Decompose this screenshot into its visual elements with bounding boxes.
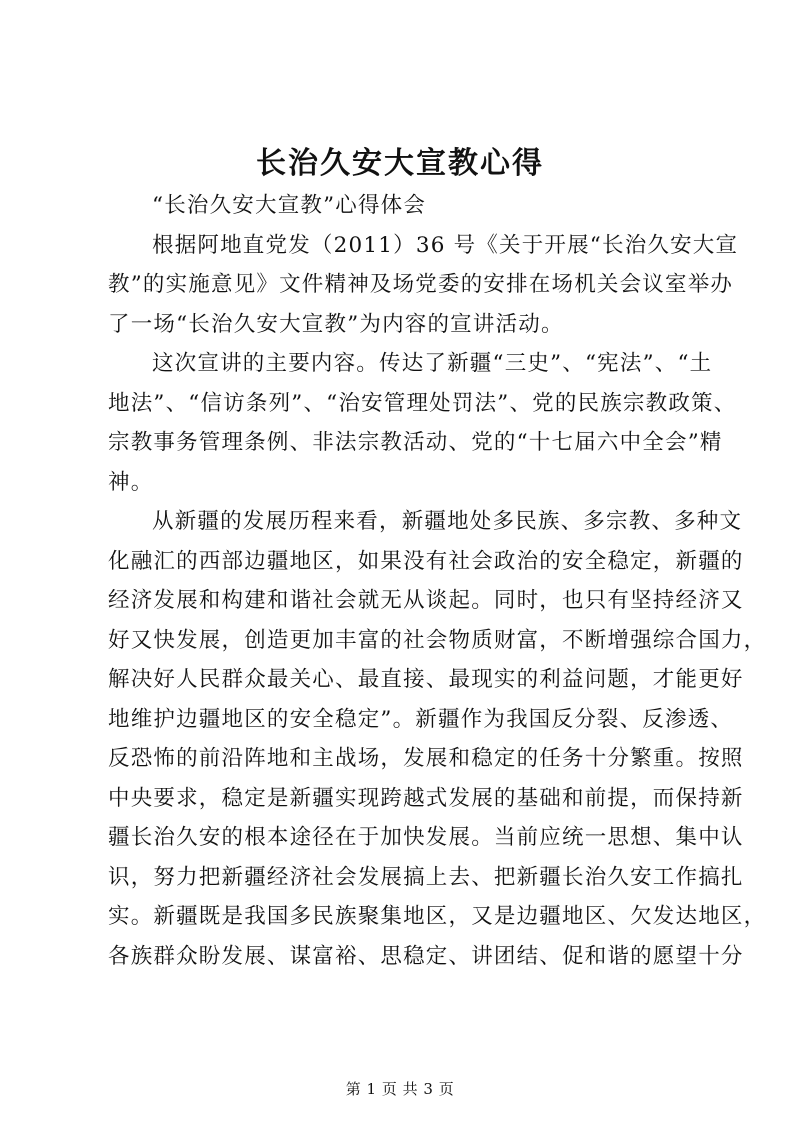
text-line: 根据阿地直党发（2011）36 号《关于开展“长治久安大宣	[152, 232, 739, 258]
document-title: 长治久安大宣教心得	[256, 146, 544, 181]
text-line: 化融汇的西部边疆地区，如果没有社会政治的安全稳定，新疆的	[108, 548, 744, 574]
page-footer: 第 1 页 共 3 页	[345, 1080, 455, 1098]
text-line: 地维护边疆地区的安全稳定”。新疆作为我国反分裂、反渗透、	[108, 706, 734, 732]
document-body	[108, 186, 767, 976]
text-line: 疆长治久安的根本途径在于加快发展。当前应统一思想、集中认	[108, 825, 744, 850]
text-line: 各族群众盼发展、谋富裕、思稳定、讲团结、促和谐的愿望十分	[108, 943, 744, 969]
text-line: 从新疆的发展历程来看，新疆地处多民族、多宗教、多种文	[152, 509, 743, 534]
text-line: 中央要求，稳定是新疆实现跨越式发展的基础和前提，而保持新	[108, 785, 744, 811]
text-line: 解决好人民群众最关心、最直接、最现实的利益问题，才能更好	[108, 667, 744, 692]
text-line: 神。	[108, 469, 154, 495]
text-line: 反恐怖的前沿阵地和主战场，发展和稳定的任务十分繁重。按照	[108, 746, 744, 771]
text-line: 识，努力把新疆经济社会发展搞上去、把新疆长治久安工作搞扎	[108, 864, 744, 890]
text-line: 好又快发展，创造更加丰富的社会物质财富，不断增强综合国力，	[108, 627, 767, 653]
text-line: “长治久安大宣教”心得体会	[152, 193, 427, 218]
text-line: 实。新疆既是我国多民族聚集地区，又是边疆地区、欠发达地区，	[108, 904, 767, 929]
text-line: 经济发展和构建和谐社会就无从谈起。同时，也只有坚持经济又	[108, 588, 744, 613]
text-line: 宗教事务管理条例、非法宗教活动、党的“十七届六中全会”精	[108, 430, 723, 455]
text-line: 教”的实施意见》文件精神及场党委的安排在场机关会议室举办	[108, 272, 734, 297]
text-line: 了一场“长治久安大宣教”为内容的宣讲活动。	[108, 311, 564, 337]
text-line: 这次宣讲的主要内容。传达了新疆“三史”、“宪法”、“土	[152, 351, 713, 376]
text-line: 地法”、“信访条列”、“治安管理处罚法”、党的民族宗教政策、	[108, 390, 737, 416]
